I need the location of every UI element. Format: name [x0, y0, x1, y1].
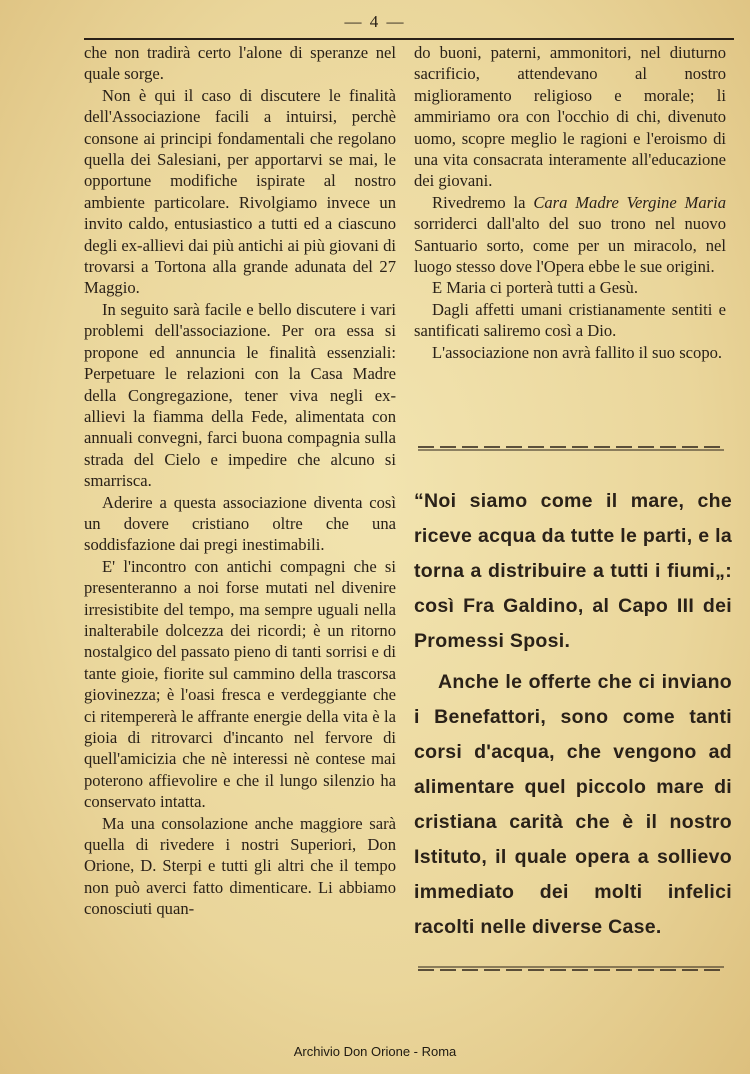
right-paragraph-5: L'associazione non avrà fallito il suo scopo. — [432, 342, 723, 362]
decorative-border-bottom — [418, 966, 724, 974]
archive-footer: Archivio Don Orione - Roma — [293, 1044, 457, 1059]
decorative-border-top — [418, 443, 724, 451]
left-paragraph-3: In seguito sarà facile e bello discutere i vari problemi dell'associazione. Per ora essa si propone ed annuncia le finalità essenziali: Perpetuare le relazioni con la Casa Madre della Congregazione, tener viva negli ex-allievi la fiamma della Fede, alimentata con annuali convegni, farci buona compagnia sulla strada del Cielo e impedire che alcuno si smarrisca. — [84, 299, 396, 491]
right-column — [414, 42, 726, 363]
page-number: — 4 — — [344, 12, 406, 31]
left-paragraph-6: Ma una consolazione anche maggiore sarà quella di rivedere i nostri Superiori, Don Orione, D. Sterpi e tutti gli altri che il tempo non può averci fatto dimenticare. Li abbiamo conosciuti quan- — [84, 813, 396, 919]
madonna-name-italic: Cara Madre Vergine Maria — [533, 192, 726, 212]
right-paragraph-3: E Maria ci porterà tutti a Gesù. — [432, 278, 638, 298]
quote-paragraph-1: “Noi siamo come il mare, che riceve acqua da tutte le parti, e la torna a distribuire a tutti i fiumi„: così Fra Galdino, al Capo III dei Promessi Sposi. — [414, 490, 732, 652]
left-paragraph-1: che non tradirà certo l'alone di speranze nel quale sorge. — [84, 43, 396, 84]
left-column — [84, 42, 396, 920]
right-paragraph-2 — [414, 192, 726, 278]
quote-paragraph-2: Anche le offerte che ci inviano i Benefattori, sono come tanti corsi d'acqua, che vengono ad alimentare quel piccolo mare di cristiana carità che è il nostro Istituto, il quale opera a sollievo immediato dei molti infelici racolti nelle diverse Case. — [414, 671, 732, 938]
right-paragraph-2-start: Rivedremo la — [432, 192, 534, 212]
left-paragraph-5: E' l'incontro con antichi compagni che si presenteranno a noi forse mutati nel divenire irresistibite del tempo, ma sempre uguali nella inalterabile dolcezza dei ricordi; è un ritorno nostalgico del passato pieno di tanti sorrisi e di tante gioie, fiorite sul cammino della trascorsa giovinezza; è l'oasi fresca e verdeggiante che ci ritempererà le affrante energie della vita è la gioia di ritrovarci d'incanto nel fervore di quell'amicizia che nè interessi nè contese mai poterono affievolire e che il lungo silenzio ha conservato intatta. — [84, 556, 396, 812]
right-paragraph-2-end: sorriderci dall'alto del suo trono nel nuovo Santuario sorto, come per un miracolo, nel luogo stesso dove l'Opera ebbe le sue origini. — [414, 214, 726, 277]
right-paragraph-1: do buoni, paterni, ammonitori, nel diuturno sacrificio, attendevano al nostro miglioramento religioso e morale; li ammiriamo ora con l'occhio di chi, divenuto uomo, scopre meglio le ragioni e l'eroismo di una vita consacrata interamente all'educazione dei giovani. — [414, 43, 726, 191]
left-paragraph-4: Aderire a questa associazione diventa così un dovere cristiano oltre che una soddisfazione dai pregi inestimabili. — [84, 492, 396, 555]
header-rule — [84, 38, 734, 40]
left-paragraph-2: Non è qui il caso di discutere le finalità dell'Associazione facili a intuirsi, perchè consone ai principi fondamentali che regolano quella dei Salesiani, per apportarvi se mai, le opportune modifiche ispirate al nostro ambiente particolare. Rivolgiamo invece un invito caldo, entusiastico a tutti ed a ciascuno degli ex-allievi dai più antichi ai più giovani di trovarsi a Tortona alla grande adunata del 27 Maggio. — [84, 85, 396, 298]
right-paragraph-4: Dagli affetti umani cristianamente sentiti e santificati saliremo così a Dio. — [414, 299, 726, 341]
fra-galdino-quote-box — [414, 484, 732, 945]
